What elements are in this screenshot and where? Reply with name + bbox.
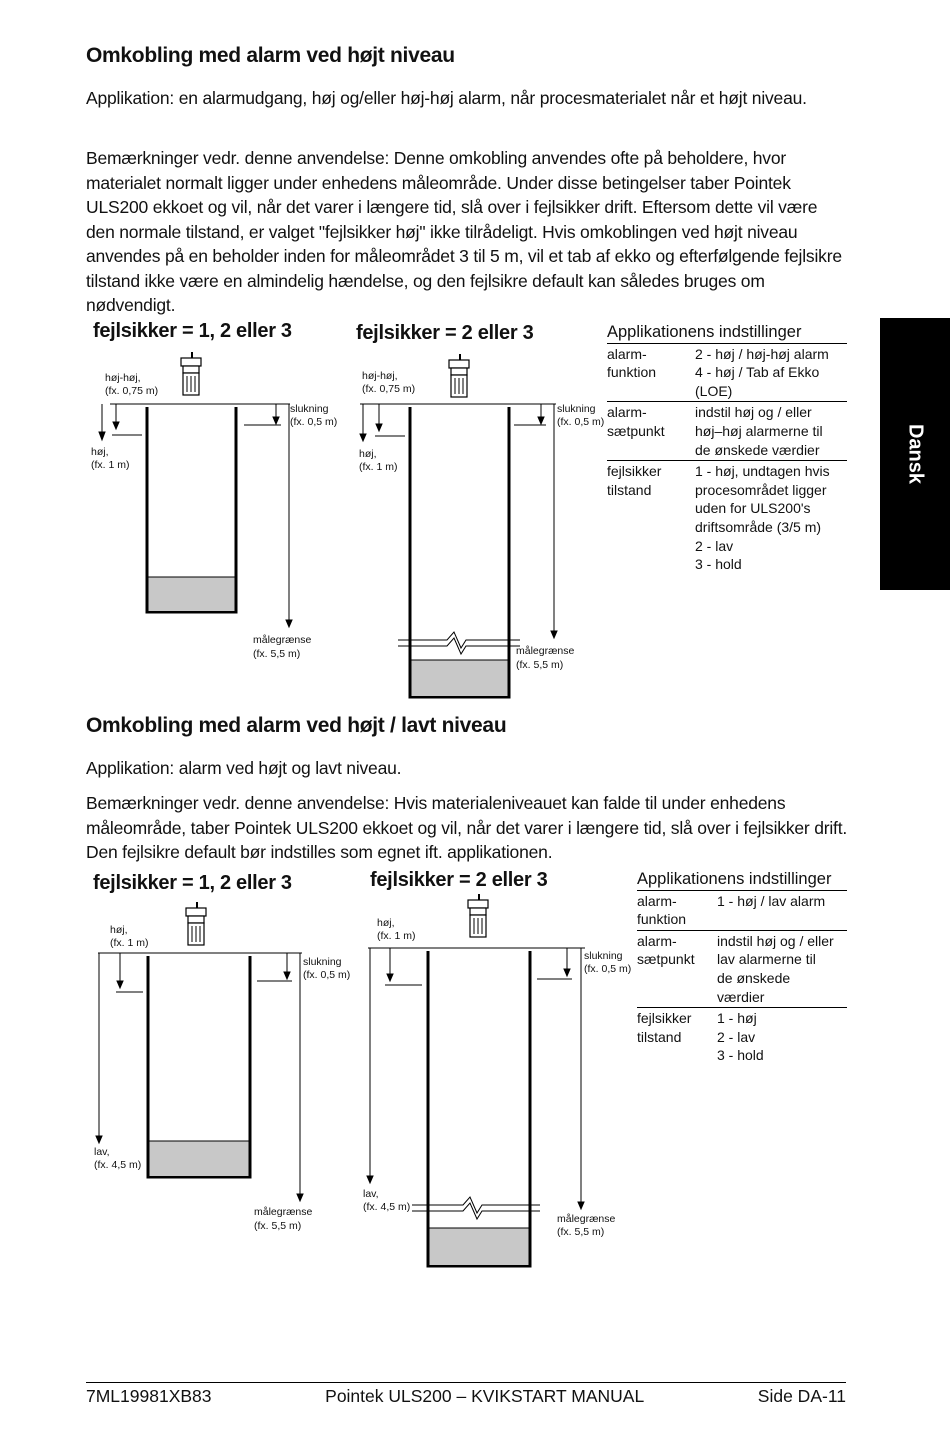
hh-label: høj-høj, — [362, 370, 398, 382]
settings-key: tilstand — [607, 481, 652, 498]
h-label: høj, — [359, 448, 377, 460]
h-label: høj, — [377, 917, 395, 929]
settings-value: 2 - lav — [717, 1028, 756, 1045]
settings-key: alarm- — [607, 345, 647, 362]
blanking-example: (fx. 0,5 m) — [290, 416, 338, 428]
section2-application-text: Applikation: alarm ved højt og lavt niveau. — [86, 758, 402, 778]
hh-example: (fx. 0,75 m) — [362, 383, 416, 395]
settings-value: 3 - hold — [695, 556, 742, 573]
settings-title: Applikationens indstillinger — [637, 870, 847, 891]
settings-row — [637, 931, 847, 1008]
blanking-example: (fx. 0,5 m) — [557, 416, 605, 428]
settings-value: lav alarmerne til — [717, 951, 816, 968]
diagram3-title: fejlsikker = 1, 2 eller 3 — [93, 872, 292, 894]
range-example: (fx. 5,5 m) — [254, 1220, 302, 1232]
h-example: (fx. 1 m) — [110, 937, 149, 949]
footer-manual-title: Pointek ULS200 – KVIKSTART MANUAL — [325, 1386, 645, 1406]
settings-key: funktion — [607, 364, 657, 381]
settings-value: 1 - høj — [717, 1010, 757, 1027]
l-label: lav, — [363, 1188, 379, 1200]
range-example: (fx. 5,5 m) — [557, 1226, 605, 1238]
footer-page-number: Side DA-11 — [757, 1386, 846, 1406]
range-example: (fx. 5,5 m) — [516, 659, 564, 671]
hh-example: (fx. 0,75 m) — [105, 385, 159, 397]
settings-key: fejlsikker — [607, 463, 662, 480]
section2-notes-text: Bemærkninger vedr. denne anvendelse: Hvis materialeniveauet kan falde til under enhedens måleområde, taber Pointek ULS200 ekkoet og vil, når det varer i længere tid, slå over i fejlsikker drift. Den fejlsikre default bør indstilles som egnet ift. applikationen. — [86, 793, 848, 862]
settings-value: 4 - høj / Tab af Ekko — [695, 364, 820, 381]
h-label: høj, — [91, 446, 109, 458]
l-example: (fx. 4,5 m) — [363, 1201, 411, 1213]
h-example: (fx. 1 m) — [377, 930, 416, 942]
range-label: målegrænse — [557, 1213, 616, 1225]
blanking-example: (fx. 0,5 m) — [303, 969, 351, 981]
settings-row — [637, 891, 847, 931]
settings-value: (LOE) — [695, 382, 733, 399]
section1-notes-text: Bemærkninger vedr. denne anvendelse: Denne omkobling anvendes ofte på beholdere, hvor materialet normalt ligger under enhedens måleområde. Under disse betingelser taber Pointek ULS200 ekkoet og vil, når det varer i længere tid, slå over i fejlsikker drift. Eftersom dette vil være den normale tilstand, er valget "fejlsikker høj" ikke tilrådeligt. Hvis omkoblingen ved højt niveau anvendes på en beholder inden for måleområdet 3 til 5 m, vil et tab af ekko og efterfølgende fejlsikre tilstand ikke være en almindelig hændelse, og den fejlsikre default kan således bruges om nødvendigt. — [86, 148, 842, 315]
settings-value: høj–høj alarmerne til — [695, 422, 823, 439]
range-label: målegrænse — [253, 634, 312, 646]
settings-key: alarm- — [637, 892, 677, 909]
blanking-example: (fx. 0,5 m) — [584, 963, 632, 975]
page-footer — [86, 1382, 846, 1407]
settings-value: 2 - lav — [695, 537, 734, 554]
settings-value: driftsområde (3/5 m) — [695, 518, 822, 535]
settings-key: sætpunkt — [607, 422, 665, 439]
settings-value: 1 - høj, undtagen hvis — [695, 463, 830, 480]
settings-value: de ønskede — [717, 969, 791, 986]
diagram1-title: fejlsikker = 1, 2 eller 3 — [93, 320, 292, 342]
h-example: (fx. 1 m) — [91, 459, 130, 471]
section1-heading: Omkobling med alarm ved højt niveau — [86, 44, 455, 67]
hh-label: høj-høj, — [105, 372, 141, 384]
settings-row — [637, 1008, 847, 1066]
settings-value: uden for ULS200's — [695, 500, 811, 517]
blanking-label: slukning — [584, 950, 623, 962]
settings-title: Applikationens indstillinger — [607, 323, 847, 344]
settings-value: procesområdet ligger — [695, 481, 827, 498]
settings-value: 3 - hold — [717, 1047, 764, 1064]
settings-key: funktion — [637, 911, 687, 928]
h-label: høj, — [110, 924, 128, 936]
section1-application-text: Applikation: en alarmudgang, høj og/eller høj-høj alarm, når procesmaterialet når et højt niveau. — [86, 88, 807, 108]
range-label: målegrænse — [254, 1206, 313, 1218]
settings-value: de ønskede værdier — [695, 441, 820, 458]
settings-key: alarm- — [607, 404, 647, 421]
l-label: lav, — [94, 1146, 110, 1158]
settings-key: alarm- — [637, 932, 677, 949]
diagram2-title: fejlsikker = 2 eller 3 — [356, 322, 534, 344]
settings-key: tilstand — [637, 1028, 682, 1045]
settings-value: 1 - høj / lav alarm — [717, 892, 826, 909]
blanking-label: slukning — [557, 403, 596, 415]
settings-key: sætpunkt — [637, 951, 695, 968]
blanking-label: slukning — [303, 956, 342, 968]
h-example: (fx. 1 m) — [359, 461, 398, 473]
section2-heading: Omkobling med alarm ved højt / lavt niveau — [86, 714, 507, 737]
settings-key: fejlsikker — [637, 1010, 692, 1027]
range-example: (fx. 5,5 m) — [253, 648, 301, 660]
settings-value: 2 - høj / høj-høj alarm — [695, 345, 829, 362]
blanking-label: slukning — [290, 403, 329, 415]
language-tab-label: Dansk — [904, 423, 927, 485]
settings-table-2 — [637, 870, 847, 1066]
footer-doc-number: 7ML19981XB83 — [86, 1386, 212, 1406]
settings-value: indstil høj og / eller — [717, 932, 834, 949]
settings-value: indstil høj og / eller — [695, 404, 812, 421]
range-label: målegrænse — [516, 645, 575, 657]
diagram4-title: fejlsikker = 2 eller 3 — [370, 869, 548, 891]
l-example: (fx. 4,5 m) — [94, 1159, 142, 1171]
settings-value: værdier — [717, 988, 765, 1005]
